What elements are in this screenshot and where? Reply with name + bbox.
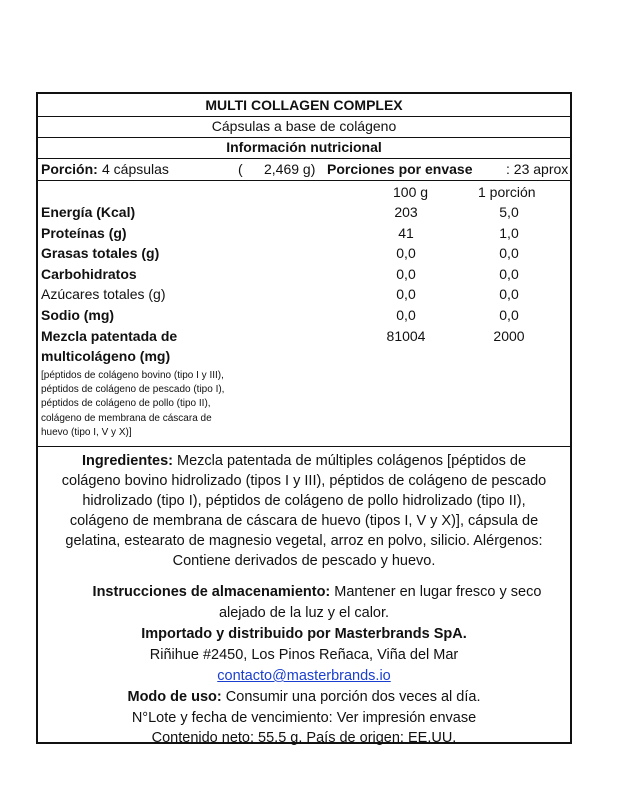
value-per-portion: 0,0 (499, 245, 519, 262)
value-per-portion: 1,0 (499, 224, 519, 241)
nutrient-name: Carbohidratos (41, 265, 137, 282)
storage-block (54, 582, 580, 602)
value-per-portion: 2000 (493, 327, 525, 344)
nutrient-row (38, 284, 570, 305)
divider (38, 446, 570, 447)
nutrient-row (38, 305, 570, 326)
blend-detail (41, 369, 301, 440)
divider (38, 180, 570, 181)
nutrient-row (38, 346, 570, 367)
usage-row (38, 687, 570, 707)
storage-text: Mantener en lugar fresco y seco (330, 584, 542, 600)
ingredients-title: Ingredientes: (81, 453, 173, 469)
detail-line: [péptidos de colágeno bovino (tipo I y III), (41, 370, 224, 381)
importer-address: Riñihue #2450, Los Pinos Reñaca, Viña del Mar (149, 647, 459, 663)
nutrient-name: Mezcla patentada de (41, 327, 178, 344)
detail-line: péptidos de colágeno de pescado (tipo I), (41, 384, 225, 396)
ingredients-text: Mezcla patentada de múltiples colágenos [péptidos de colágeno bovino hidrolizado (tipos I y III), péptidos de colágeno de pescado hidrolizado (tipo I), péptidos de colágeno de pollo hidrolizado (tipo II), colágeno de membrana de cáscara de huevo (tipos I, V y X)], cápsula de gelatina, estearato de magnesio vegetal, arroz en polvo, silicio. Alérgenos: Contiene derivados de pescado y huevo. (61, 453, 547, 569)
value-per-portion: 0,0 (499, 307, 519, 323)
ingredients-block (52, 451, 556, 571)
product-subtitle: Cápsulas a base de colágeno (211, 118, 397, 134)
nutrient-row (38, 326, 570, 347)
nutrient-name: Energía (Kcal) (41, 204, 136, 220)
value-per-portion: 0,0 (499, 286, 519, 303)
per-container-value: : 23 aprox (506, 161, 569, 177)
nutrient-row (38, 223, 570, 244)
nutrient-name: Azúcares totales (g) (41, 286, 166, 303)
storage-title: Instrucciones de almacenamiento: (92, 584, 331, 600)
portion-paren: ( (238, 161, 243, 177)
portion-label: Porción: (41, 161, 98, 177)
importer-title: Importado y distribuido por Masterbrands SpA. (141, 626, 467, 642)
per-container-label-wrap (327, 158, 506, 180)
detail-line: péptidos de colágeno de pollo (tipo II), (41, 398, 211, 410)
lot-info: N°Lote y fecha de vencimiento: Ver impresión envase (131, 710, 477, 726)
nutrient-row (38, 264, 570, 285)
value-per-100g: 81004 (386, 327, 426, 344)
nutrient-name: Sodio (mg) (41, 307, 115, 323)
portion-row (38, 158, 570, 180)
net-content: Contenido neto: 55,5 g. País de origen: EE.UU. (151, 730, 457, 746)
col-100g: 100 g (393, 184, 429, 200)
value-per-100g: 203 (394, 204, 418, 220)
info-heading: Información nutricional (226, 139, 382, 155)
column-headers (38, 182, 570, 202)
importer-email-link[interactable]: contacto@masterbrands.io (217, 668, 391, 684)
value-per-100g: 0,0 (396, 265, 416, 282)
value-per-portion: 0,0 (499, 265, 519, 282)
usage-text: Consumir una porción dos veces al día. (221, 689, 481, 705)
portion-value: 4 cápsulas (102, 161, 169, 177)
value-per-100g: 0,0 (396, 245, 416, 262)
col-portion: 1 porción (478, 184, 536, 200)
nutrient-name: Proteínas (g) (41, 224, 127, 241)
detail-line: huevo (tipo I, V y X)] (41, 426, 132, 438)
nutrient-row (38, 202, 570, 223)
nutrient-name: Grasas totales (g) (41, 245, 160, 262)
nutrient-row (38, 243, 570, 264)
importer-email-row (38, 666, 570, 686)
detail-line: colágeno de membrana de cáscara de (41, 412, 212, 424)
usage-title: Modo de uso: (127, 689, 222, 705)
product-title: MULTI COLLAGEN COMPLEX (205, 97, 403, 113)
nutrition-label (36, 92, 572, 744)
value-per-portion: 5,0 (499, 204, 519, 220)
storage-line2: alejado de la luz y el calor. (218, 605, 390, 621)
value-per-100g: 41 (398, 224, 414, 241)
per-container-label: Porciones por envase (327, 161, 473, 177)
value-per-100g: 0,0 (396, 286, 416, 303)
value-per-100g: 0,0 (396, 307, 416, 323)
nutrient-name: multicolágeno (mg) (41, 348, 171, 365)
portion-grams: 2,469 g) (264, 161, 316, 177)
